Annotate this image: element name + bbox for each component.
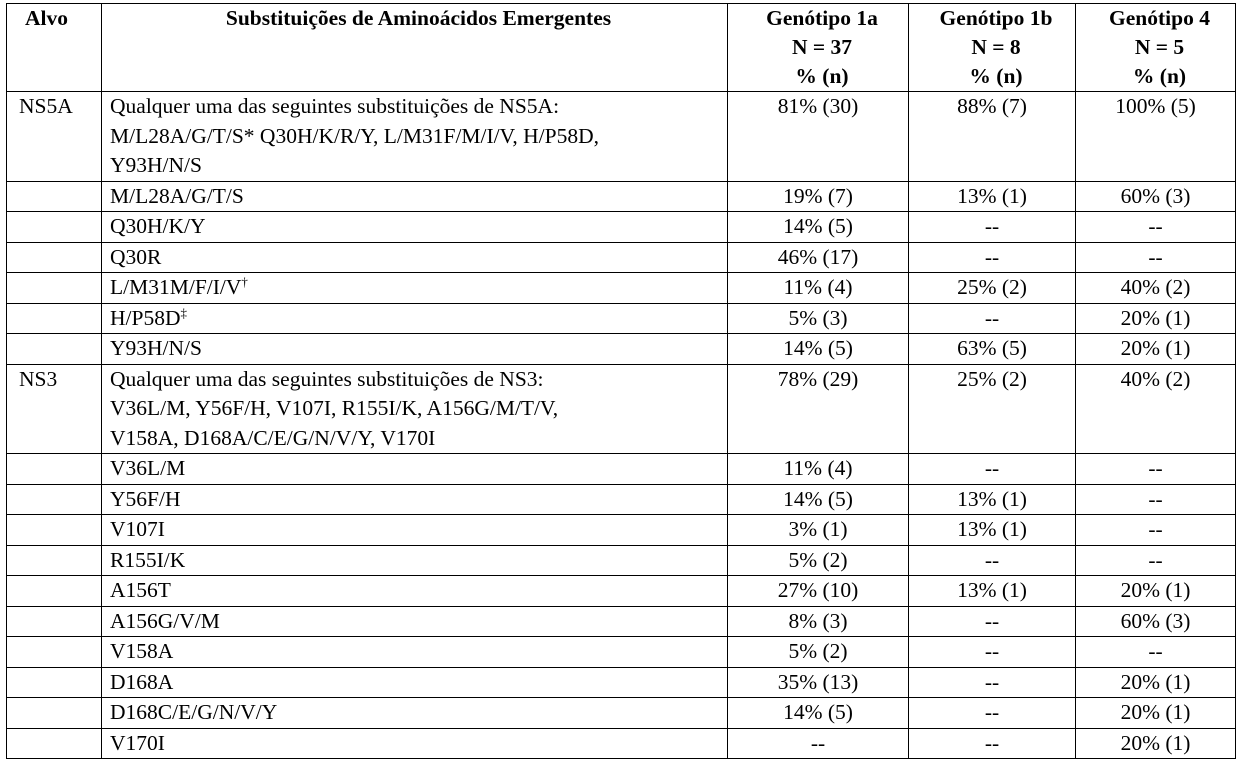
substitution-line: Q30H/K/Y [110, 214, 206, 238]
substitution-line: A156T [110, 578, 171, 602]
cell-substitution [102, 484, 728, 515]
substitution-line: H/P58D [110, 305, 181, 330]
cell-substitution [102, 334, 728, 365]
cell-target: NS5A [7, 92, 102, 182]
cell-genotype-1b: -- [909, 212, 1076, 243]
cell-target: NS3 [7, 364, 102, 454]
cell-substitution [102, 637, 728, 668]
cell-target [7, 212, 102, 243]
cell-genotype-1b: -- [909, 728, 1076, 759]
substitution-line: Qualquer uma das seguintes substituições de NS3: [110, 366, 544, 391]
header-genotype-1a-unit: % (n) [795, 64, 849, 88]
cell-genotype-1a: 14% (5) [728, 212, 909, 243]
cell-genotype-4: 20% (1) [1076, 576, 1236, 607]
table-row [7, 667, 1236, 698]
table-row [7, 698, 1236, 729]
substitution-line: Y93H/N/S [110, 153, 202, 177]
substitution-line: V170I [110, 730, 165, 755]
cell-substitution [102, 242, 728, 273]
substitution-line: D168A [110, 669, 174, 694]
table-row [7, 242, 1236, 273]
cell-genotype-4: -- [1076, 515, 1236, 546]
cell-genotype-1a: 19% (7) [728, 181, 909, 212]
table-row [7, 484, 1236, 515]
cell-genotype-1b: -- [909, 606, 1076, 637]
cell-genotype-1a: 5% (3) [728, 303, 909, 334]
table-row [7, 545, 1236, 576]
cell-genotype-1a: 14% (5) [728, 698, 909, 729]
cell-genotype-1a: 5% (2) [728, 545, 909, 576]
header-genotype-1b [909, 4, 1076, 92]
cell-target [7, 667, 102, 698]
substitution-line: M/L28A/G/T/S [110, 183, 244, 208]
cell-target [7, 698, 102, 729]
header-genotype-1a-n: N = 37 [791, 35, 853, 59]
header-substitution: Substituições de Aminoácidos Emergentes [102, 4, 728, 92]
cell-genotype-4: 20% (1) [1076, 667, 1236, 698]
substitution-line: V158A [110, 639, 174, 663]
table-row [7, 303, 1236, 334]
substitution-line: Y56F/H [110, 486, 181, 511]
cell-genotype-1a: 81% (30) [728, 92, 909, 182]
cell-target [7, 728, 102, 759]
cell-genotype-4: 20% (1) [1076, 698, 1236, 729]
table-row [7, 334, 1236, 365]
header-genotype-4-n: N = 5 [1134, 35, 1185, 59]
cell-genotype-1a: 27% (10) [728, 576, 909, 607]
cell-genotype-4: 60% (3) [1076, 181, 1236, 212]
substitution-line: V36L/M, Y56F/H, V107I, R155I/K, A156G/M/T/V, [110, 396, 559, 420]
substitution-line: Y93H/N/S [110, 336, 202, 360]
cell-target [7, 637, 102, 668]
header-genotype-4-name: Genótipo 4 [1109, 6, 1210, 30]
cell-genotype-1a: 11% (4) [728, 454, 909, 485]
substitution-line: R155I/K [110, 547, 186, 572]
substitution-line: A156G/V/M [110, 608, 220, 633]
table-row [7, 181, 1236, 212]
header-genotype-1b-n: N = 8 [971, 35, 1021, 59]
cell-target [7, 334, 102, 365]
cell-genotype-1a: 5% (2) [728, 637, 909, 668]
substitution-line: L/M31M/F/I/V [110, 275, 242, 299]
cell-genotype-4: 60% (3) [1076, 606, 1236, 637]
cell-genotype-1b: 63% (5) [909, 334, 1076, 365]
header-target: Alvo [7, 4, 102, 92]
header-genotype-1a-name: Genótipo 1a [766, 6, 878, 30]
cell-substitution [102, 515, 728, 546]
cell-genotype-1b: -- [909, 545, 1076, 576]
cell-genotype-1b: 88% (7) [909, 92, 1076, 182]
substitution-line: D168C/E/G/N/V/Y [110, 700, 278, 724]
cell-genotype-1a: 46% (17) [728, 242, 909, 273]
cell-target [7, 242, 102, 273]
table-row [7, 212, 1236, 243]
cell-target [7, 545, 102, 576]
cell-genotype-4: -- [1076, 212, 1236, 243]
cell-target [7, 606, 102, 637]
cell-genotype-4: 20% (1) [1076, 303, 1236, 334]
cell-target [7, 484, 102, 515]
cell-genotype-1a: 14% (5) [728, 334, 909, 365]
table-row [7, 92, 1236, 182]
footnote-mark: † [241, 274, 248, 289]
cell-genotype-4: 100% (5) [1076, 92, 1236, 182]
cell-substitution [102, 698, 728, 729]
substitution-line: V158A, D168A/C/E/G/N/V/Y, V170I [110, 425, 436, 450]
table-row [7, 364, 1236, 454]
cell-genotype-1b: 25% (2) [909, 273, 1076, 304]
cell-genotype-1b: -- [909, 454, 1076, 485]
table-body [7, 92, 1236, 759]
cell-genotype-1b: -- [909, 303, 1076, 334]
substitution-line: Qualquer uma das seguintes substituições de NS5A: [110, 94, 560, 118]
cell-genotype-1b: -- [909, 242, 1076, 273]
cell-substitution [102, 273, 728, 304]
substitution-line: M/L28A/G/T/S* Q30H/K/R/Y, L/M31F/M/I/V, H/P58D, [110, 123, 599, 148]
cell-genotype-1b: 13% (1) [909, 181, 1076, 212]
cell-genotype-1b: 13% (1) [909, 576, 1076, 607]
substitution-line: V36L/M [110, 456, 186, 480]
header-genotype-1b-name: Genótipo 1b [939, 6, 1053, 30]
cell-target [7, 303, 102, 334]
substitution-line: Q30R [110, 244, 162, 269]
cell-substitution [102, 92, 728, 182]
table-header-row [7, 4, 1236, 92]
cell-substitution [102, 667, 728, 698]
cell-genotype-1a: 11% (4) [728, 273, 909, 304]
footnote-mark: ‡ [180, 304, 187, 320]
cell-genotype-1a: 8% (3) [728, 606, 909, 637]
cell-genotype-1b: -- [909, 667, 1076, 698]
cell-substitution [102, 364, 728, 454]
cell-substitution [102, 576, 728, 607]
table-row [7, 728, 1236, 759]
header-genotype-1b-unit: % (n) [969, 64, 1023, 88]
cell-substitution [102, 181, 728, 212]
cell-target [7, 273, 102, 304]
substitution-line: V107I [110, 517, 165, 541]
cell-genotype-1a: 14% (5) [728, 484, 909, 515]
cell-genotype-1a: 35% (13) [728, 667, 909, 698]
table-row [7, 454, 1236, 485]
cell-substitution [102, 728, 728, 759]
cell-substitution [102, 303, 728, 334]
cell-genotype-4: 20% (1) [1076, 728, 1236, 759]
cell-genotype-4: 40% (2) [1076, 364, 1236, 454]
cell-genotype-4: -- [1076, 484, 1236, 515]
table-row [7, 637, 1236, 668]
header-genotype-4 [1076, 4, 1236, 92]
cell-target [7, 515, 102, 546]
cell-genotype-1b: 25% (2) [909, 364, 1076, 454]
cell-genotype-1a: 3% (1) [728, 515, 909, 546]
cell-genotype-4: -- [1076, 242, 1236, 273]
table-row [7, 576, 1236, 607]
cell-substitution [102, 606, 728, 637]
table-row [7, 515, 1236, 546]
cell-substitution [102, 545, 728, 576]
table-row [7, 273, 1236, 304]
cell-genotype-1b: -- [909, 637, 1076, 668]
cell-target [7, 576, 102, 607]
cell-genotype-1b: 13% (1) [909, 484, 1076, 515]
cell-genotype-1b: 13% (1) [909, 515, 1076, 546]
cell-genotype-4: -- [1076, 637, 1236, 668]
header-genotype-1a [728, 4, 909, 92]
cell-target [7, 454, 102, 485]
cell-genotype-1a: 78% (29) [728, 364, 909, 454]
cell-genotype-4: -- [1076, 454, 1236, 485]
cell-genotype-1b: -- [909, 698, 1076, 729]
header-genotype-4-unit: % (n) [1132, 64, 1187, 88]
cell-genotype-4: 40% (2) [1076, 273, 1236, 304]
cell-substitution [102, 454, 728, 485]
cell-genotype-1a: -- [728, 728, 909, 759]
resistance-substitutions-table [6, 3, 1236, 759]
cell-substitution [102, 212, 728, 243]
cell-target [7, 181, 102, 212]
cell-genotype-4: -- [1076, 545, 1236, 576]
table-row [7, 606, 1236, 637]
cell-genotype-4: 20% (1) [1076, 334, 1236, 365]
